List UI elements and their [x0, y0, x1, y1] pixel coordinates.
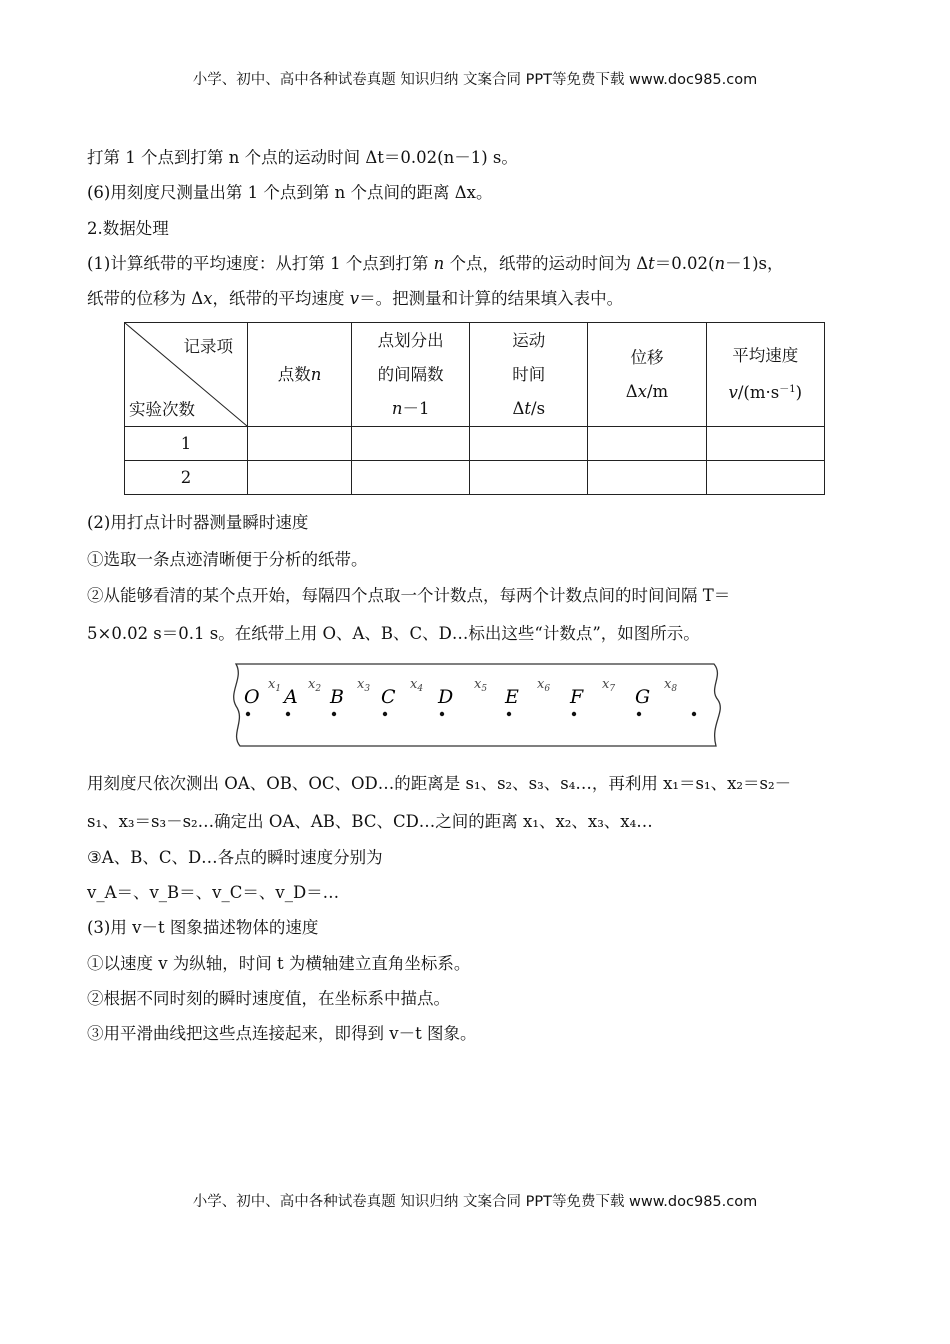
table-corner-cell	[125, 323, 248, 427]
text-line-step3: ③A、B、C、D…各点的瞬时速度分别为	[87, 848, 383, 867]
tape-point-label: E	[505, 686, 519, 708]
table-cell	[352, 461, 470, 495]
record-table	[124, 322, 825, 495]
text-line-x-values: s₁、x₃＝s₃－s₂…确定出 OA、AB、BC、CD…之间的距离 x₁、x₂、x₃、x₄…	[87, 812, 653, 831]
text-line-4: (1)计算纸带的平均速度：从打第 1 个点到打第 n 个点，纸带的运动时间为 Δt＝0.02(n－1)s，	[87, 254, 784, 273]
tape-point-label: D	[438, 686, 454, 708]
table-cell	[706, 461, 824, 495]
table-cell	[588, 461, 706, 495]
table-cell	[248, 427, 352, 461]
text-line-1: 打第 1 个点到打第 n 个点的运动时间 Δt＝0.02(n－1) s。	[87, 148, 518, 167]
table-header-row	[125, 323, 825, 427]
tape-dot	[286, 712, 290, 716]
tape-segment-label: $x_8$	[664, 677, 678, 694]
text-line-step1: ①选取一条点迹清晰便于分析的纸带。	[87, 550, 368, 569]
table-cell	[470, 461, 588, 495]
tape-dot	[637, 712, 641, 716]
table-cell	[352, 427, 470, 461]
section-heading-vt-graph: (3)用 v－t 图象描述物体的速度	[87, 918, 319, 937]
tape-segment-label: $x_7$	[602, 677, 616, 694]
tape-segment-label: $x_2$	[308, 677, 322, 694]
tape-segment-label: $x_5$	[474, 677, 488, 694]
header-intervals: 点划分出 的间隔数 n－1	[352, 323, 470, 427]
tape-dot	[383, 712, 387, 716]
table-row	[125, 461, 825, 495]
paper-tape-diagram	[228, 660, 724, 752]
table-cell	[706, 427, 824, 461]
header-points: 点数n	[248, 323, 352, 427]
tape-dot	[572, 712, 576, 716]
text-line-5: 纸带的位移为 Δx，纸带的平均速度 v＝。把测量和计算的结果填入表中。	[87, 289, 624, 308]
text-line-step2b: 5×0.02 s＝0.1 s。在纸带上用 O、A、B、C、D…标出这些“计数点”，如图所示。	[87, 624, 700, 643]
tape-point-label: F	[570, 686, 584, 708]
tape-dot	[507, 712, 511, 716]
tape-point-label: G	[635, 686, 651, 708]
tape-point-label: A	[284, 686, 298, 708]
text-line-graph-step3: ③用平滑曲线把这些点连接起来，即得到 v－t 图象。	[87, 1024, 477, 1043]
text-line-graph-step1: ①以速度 v 为纵轴，时间 t 为横轴建立直角坐标系。	[87, 954, 471, 973]
text-line-s-values: 用刻度尺依次测出 OA、OB、OC、OD…的距离是 s₁、s₂、s₃、s₄…，再利用 x₁＝s₁、x₂＝s₂－	[87, 774, 792, 793]
table-cell	[248, 461, 352, 495]
table-cell	[470, 427, 588, 461]
table-cell	[588, 427, 706, 461]
corner-bottom-label: 实验次数	[129, 400, 195, 419]
text-line-graph-step2: ②根据不同时刻的瞬时速度值，在坐标系中描点。	[87, 989, 450, 1008]
tape-dot	[440, 712, 444, 716]
tape-segment-label: $x_6$	[537, 677, 551, 694]
header-time: 运动 时间 Δt/s	[470, 323, 588, 427]
header-avg-velocity: 平均速度 $v/(m\cdot s^{-1})$	[706, 323, 824, 427]
text-line-2: (6)用刻度尺测量出第 1 个点到第 n 个点间的距离 Δx。	[87, 183, 493, 202]
tape-point-label: B	[330, 686, 344, 708]
page-footer: 小学、初中、高中各种试卷真题 知识归纳 文案合同 PPT等免费下载 www.doc985.com	[192, 1194, 758, 1210]
tape-dot	[332, 712, 336, 716]
section-heading-instant-velocity: (2)用打点计时器测量瞬时速度	[87, 513, 309, 532]
header-displacement: 位移 Δx/m	[588, 323, 706, 427]
page-header: 小学、初中、高中各种试卷真题 知识归纳 文案合同 PPT等免费下载 www.doc985.com	[192, 72, 758, 88]
tape-dot	[692, 712, 696, 716]
tape-point-label: C	[381, 686, 396, 708]
corner-top-label: 记录项	[183, 337, 233, 356]
text-line-step2: ②从能够看清的某个点开始，每隔四个点取一个计数点，每两个计数点间的时间间隔 T＝	[87, 586, 731, 605]
text-line-velocities: v_A＝、v_B＝、v_C＝、v_D＝…	[87, 883, 340, 902]
tape-segment-label: $x_1$	[268, 677, 282, 694]
row-index: 2	[125, 461, 248, 495]
row-index: 1	[125, 427, 248, 461]
tape-segment-label: $x_4$	[410, 677, 424, 694]
tape-segment-label: $x_3$	[357, 677, 371, 694]
table-row	[125, 427, 825, 461]
section-heading-data-processing: 2.数据处理	[87, 219, 169, 238]
tape-dot	[246, 712, 250, 716]
tape-point-label: O	[244, 686, 260, 708]
